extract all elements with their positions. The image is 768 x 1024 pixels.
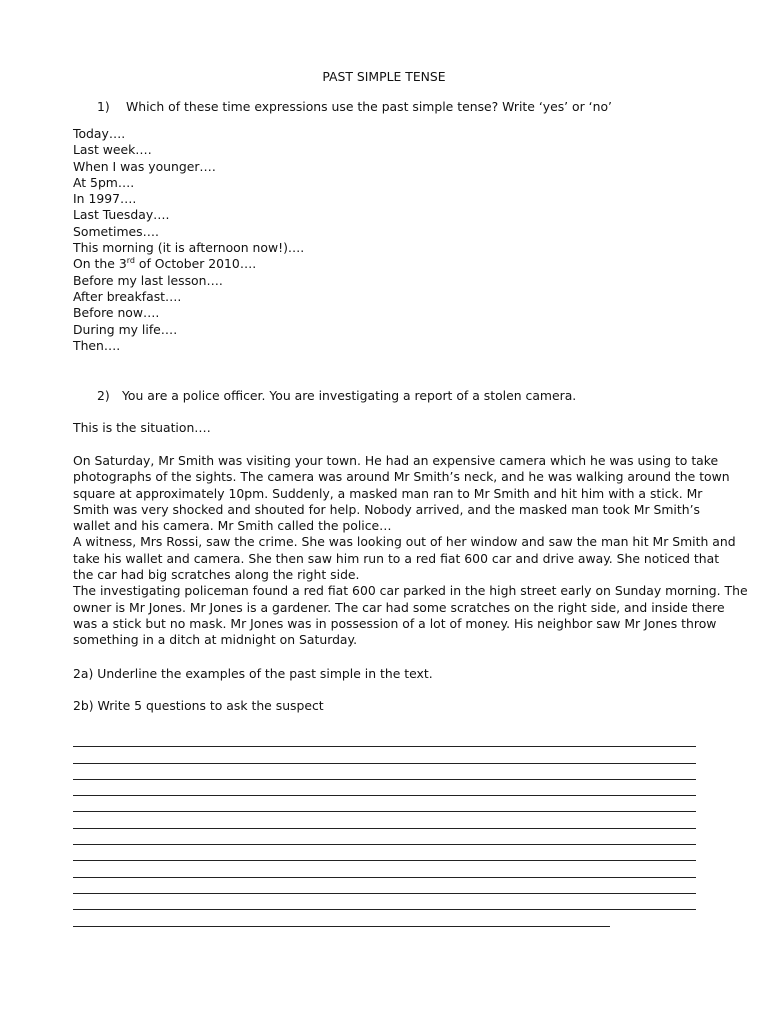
list-item: During my life…. [73,321,178,337]
answer-line[interactable] [73,878,696,894]
question-2-number: 2) [97,388,110,403]
story-line: take his wallet and camera. She then saw him run to a red fiat 600 car and drive away. She noticed that [73,550,720,566]
list-item: After breakfast…. [73,288,182,304]
ordinal-suffix: rd [126,256,135,266]
list-item: Last week…. [73,142,152,158]
situation-story [73,453,748,649]
task-2a: 2a) Underline the examples of the past simple in the text. [73,666,433,681]
question-2-heading [97,388,576,404]
answer-line[interactable] [73,861,696,877]
story-line: The investigating policeman found a red fiat 600 car parked in the high street early on Sunday morning. The [73,583,748,599]
story-line: square at approximately 10pm. Suddenly, a masked man ran to Mr Smith and hit him with a stick. Mr [73,485,703,501]
story-line: photographs of the sights. The camera was around Mr Smith’s neck, and he was walking around the town [73,469,730,485]
list-item: Last Tuesday…. [73,207,170,223]
list-item: Before now…. [73,305,160,321]
list-item: In 1997…. [73,191,137,207]
list-item-text: of October 2010…. [134,256,257,272]
story-line: owner is Mr Jones. Mr Jones is a gardener. The car had some scratches on the right side, and inside there [73,599,725,615]
answer-line[interactable] [73,780,696,796]
story-line: the car had big scratches along the right side. [73,567,360,583]
answer-line[interactable] [73,747,696,763]
time-expression-list [73,126,304,354]
answer-line[interactable] [73,764,696,780]
list-item [73,256,304,272]
question-1-number: 1) [97,99,110,114]
list-item-text: On the 3 [73,256,127,272]
story-line: wallet and his camera. Mr Smith called the police… [73,518,392,534]
story-line: Smith was very shocked and shouted for help. Nobody arrived, and the masked man took Mr Smith’s [73,501,700,517]
story-line: A witness, Mrs Rossi, saw the crime. She was looking out of her window and saw the man hit Mr Smith and [73,534,736,550]
list-item: Then…. [73,337,121,353]
list-item: Before my last lesson…. [73,272,223,288]
answer-area[interactable] [73,731,696,927]
answer-line[interactable] [73,812,696,828]
situation-intro: This is the situation…. [73,420,211,435]
story-line: was a stick but no mask. Mr Jones was in possession of a lot of money. His neighbor saw Mr Jones throw [73,615,717,631]
story-line: something in a ditch at midnight on Saturday. [73,632,358,648]
question-2-text: You are a police officer. You are investigating a report of a stolen camera. [122,388,577,403]
story-line: On Saturday, Mr Smith was visiting your town. He had an expensive camera which he was using to take [73,453,719,468]
answer-line[interactable] [73,731,696,747]
question-1-text: Which of these time expressions use the past simple tense? Write ‘yes’ or ‘no’ [126,99,612,114]
list-item: This morning (it is afternoon now!)…. [73,240,305,256]
answer-line[interactable] [73,910,610,926]
list-item: Today…. [73,126,126,141]
list-item: At 5pm…. [73,174,135,190]
list-item: Sometimes…. [73,223,159,239]
answer-line[interactable] [73,829,696,845]
answer-line[interactable] [73,796,696,812]
question-1-heading [97,99,612,115]
answer-line[interactable] [73,894,696,910]
task-2b: 2b) Write 5 questions to ask the suspect [73,698,324,713]
page-title: PAST SIMPLE TENSE [322,69,446,84]
answer-line[interactable] [73,845,696,861]
list-item: When I was younger…. [73,158,216,174]
